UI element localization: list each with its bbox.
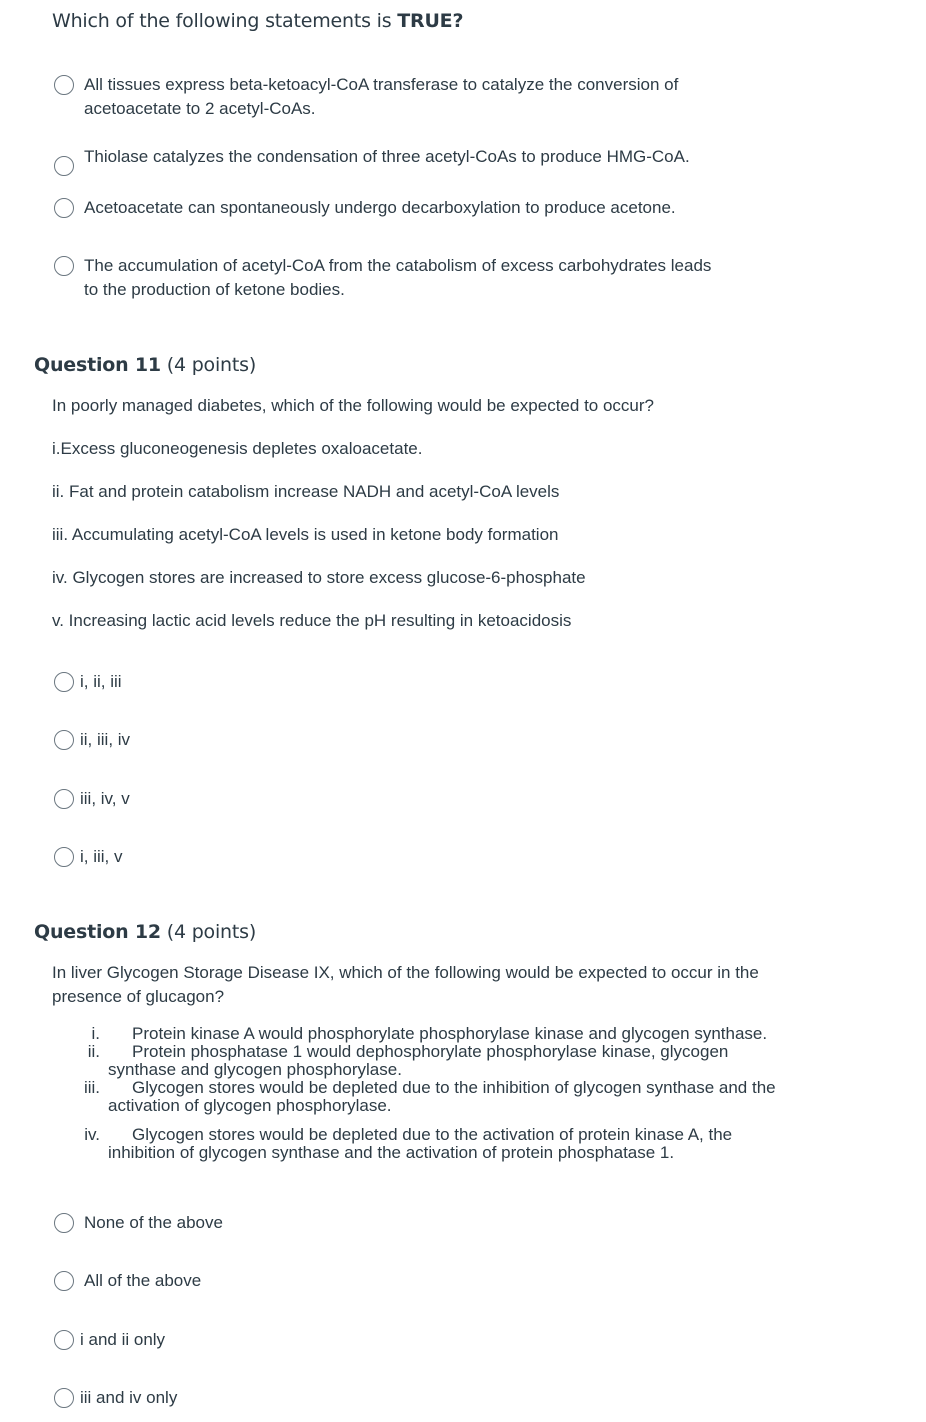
radio-button[interactable] (54, 198, 74, 218)
q12-option-1[interactable] (54, 1212, 744, 1235)
question-11-header (34, 354, 256, 376)
q11-statement-4: iv. Glycogen stores are increased to store excess glucose-6-phosphate (52, 568, 586, 587)
radio-button[interactable] (54, 672, 74, 692)
q12-option-3-label: i and ii only (80, 1330, 166, 1349)
radio-button[interactable] (54, 156, 74, 176)
list-item-text: Glycogen stores would be depleted due to the inhibition of glycogen synthase and the activation of glycogen phosphorylase. (108, 1078, 776, 1115)
q12-option-4[interactable] (54, 1387, 740, 1410)
q10-option-4-label: The accumulation of acetyl-CoA from the catabolism of excess carbohydrates leads to the production of ketone bodies. (84, 256, 712, 299)
q12-option-4-label: iii and iv only (80, 1388, 178, 1407)
question-10-prompt-text: Which of the following statements is (52, 10, 398, 32)
q11-statement-5: v. Increasing lactic acid levels reduce the pH resulting in ketoacidosis (52, 611, 572, 630)
radio-button[interactable] (54, 730, 74, 750)
q12-option-1-label: None of the above (84, 1213, 223, 1232)
q12-list-item-1 (80, 1025, 780, 1043)
list-number: iv. (84, 1125, 100, 1144)
q10-option-3[interactable] (54, 197, 744, 220)
q12-list-item-3 (80, 1079, 780, 1115)
q11-option-4[interactable] (54, 846, 740, 869)
radio-button[interactable] (54, 1271, 74, 1291)
q12-option-2-label: All of the above (84, 1271, 202, 1290)
list-item-text: Glycogen stores would be depleted due to the activation of protein kinase A, the inhibition of glycogen synthase and the activation of protein phosphatase 1. (108, 1125, 733, 1162)
q10-option-4[interactable] (54, 255, 724, 302)
q10-option-2[interactable] (54, 146, 744, 176)
q12-roman-list (80, 1025, 780, 1162)
q12-list-item-4 (80, 1126, 780, 1162)
q11-option-1[interactable] (54, 671, 740, 694)
question-10-prompt-emphasis: TRUE? (397, 10, 464, 32)
question-11-points: (4 points) (166, 354, 257, 376)
question-12-title: Question 12 (34, 921, 161, 943)
list-number: i. (91, 1024, 100, 1043)
q11-option-3-label: iii, iv, v (80, 789, 130, 808)
q11-option-3[interactable] (54, 788, 740, 811)
radio-button[interactable] (54, 75, 74, 95)
q11-option-2-label: ii, iii, iv (80, 730, 131, 749)
list-item-text: Protein kinase A would phosphorylate phosphorylase kinase and glycogen synthase. (132, 1024, 768, 1043)
question-12-header (34, 921, 256, 943)
list-number: iii. (83, 1078, 100, 1097)
q11-statement-2: ii. Fat and protein catabolism increase NADH and acetyl-CoA levels (52, 482, 560, 501)
q10-option-1[interactable] (54, 74, 744, 121)
radio-button[interactable] (54, 1330, 74, 1350)
question-11-title: Question 11 (34, 354, 161, 376)
question-12-prompt: In liver Glycogen Storage Disease IX, which of the following would be expected to occur in the presence of glucagon? (52, 963, 759, 1006)
radio-button[interactable] (54, 789, 74, 809)
q10-option-3-label: Acetoacetate can spontaneously undergo decarboxylation to produce acetone. (84, 198, 676, 217)
question-10-prompt (52, 10, 463, 32)
q11-statement-3: iii. Accumulating acetyl-CoA levels is used in ketone body formation (52, 525, 559, 544)
q12-option-2[interactable] (54, 1270, 744, 1293)
radio-button[interactable] (54, 1388, 74, 1408)
q10-option-2-label: Thiolase catalyzes the condensation of three acetyl-CoAs to produce HMG-CoA. (84, 147, 690, 166)
radio-button[interactable] (54, 1213, 74, 1233)
q10-option-1-label: All tissues express beta-ketoacyl-CoA transferase to catalyze the conversion of acetoacetate to 2 acetyl-CoAs. (84, 75, 679, 118)
list-number: ii. (87, 1042, 100, 1061)
q11-option-1-label: i, ii, iii (80, 672, 122, 691)
list-item-text: Protein phosphatase 1 would dephosphorylate phosphorylase kinase, glycogen synthase and glycogen phosphorylase. (108, 1042, 729, 1079)
q11-option-2[interactable] (54, 729, 740, 752)
question-12-points: (4 points) (166, 921, 257, 943)
q11-statement-1: i.Excess gluconeogenesis depletes oxaloacetate. (52, 439, 423, 458)
question-11-prompt: In poorly managed diabetes, which of the following would be expected to occur? (52, 396, 654, 415)
q11-option-4-label: i, iii, v (80, 847, 123, 866)
radio-button[interactable] (54, 256, 74, 276)
q12-list-item-2 (80, 1043, 780, 1079)
q12-option-3[interactable] (54, 1329, 740, 1352)
radio-button[interactable] (54, 847, 74, 867)
